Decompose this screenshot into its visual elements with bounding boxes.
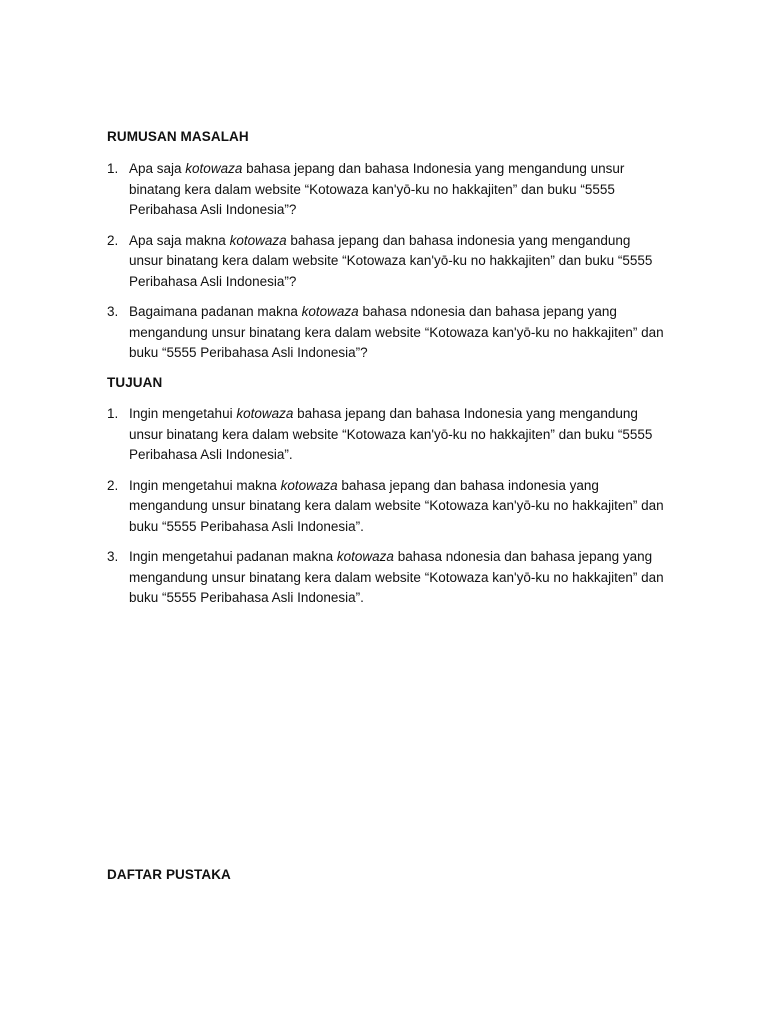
heading-rumusan-masalah: RUMUSAN MASALAH	[107, 129, 249, 144]
list-number: 2.	[107, 232, 119, 248]
list-text: Ingin mengetahui makna kotowaza bahasa jepang dan bahasa indonesia yang mengandung unsur binatang kera dalam website “Kotowaza kan'yō-ku no hakkajiten” dan buku “5555 Peribahasa Asli Indonesia”.	[129, 477, 664, 534]
list-number: 1.	[107, 406, 119, 421]
list-text: Ingin mengetahui kotowaza bahasa jepang dan bahasa Indonesia yang mengandung unsur binatang kera dalam website “Kotowaza kan'yō-ku no hakkajiten” dan buku “5555 Peribahasa Asli Indonesia”.	[129, 406, 653, 462]
list-text: Bagaimana padanan makna kotowaza bahasa ndonesia dan bahasa jepang yang mengandung unsur binatang kera dalam website “Kotowaza kan'yō-ku no hakkajiten” dan buku “5555 Peribahasa Asli Indonesia”?	[129, 304, 664, 360]
heading-daftar-pustaka: DAFTAR PUSTAKA	[107, 867, 231, 882]
tujuan-list	[107, 404, 667, 619]
list-text: Ingin mengetahui padanan makna kotowaza bahasa ndonesia dan bahasa jepang yang mengandung unsur binatang kera dalam website “Kotowaza kan'yō-ku no hakkajiten” dan buku “5555 Peribahasa Asli Indonesia”.	[129, 549, 664, 605]
list-text: Apa saja makna kotowaza bahasa jepang dan bahasa indonesia yang mengandung unsur binatang kera dalam website “Kotowaza kan'yō-ku no hakkajiten” dan buku “5555 Peribahasa Asli Indonesia”?	[129, 232, 653, 289]
list-item	[107, 476, 667, 538]
rumusan-list	[107, 159, 667, 374]
list-number: 2.	[107, 477, 119, 493]
list-item	[107, 547, 667, 609]
list-item	[107, 231, 667, 293]
list-number: 3.	[107, 549, 119, 564]
list-number: 3.	[107, 304, 119, 319]
list-text: Apa saja kotowaza bahasa jepang dan bahasa Indonesia yang mengandung unsur binatang kera dalam website “Kotowaza kan'yō-ku no hakkajiten” dan buku “5555 Peribahasa Asli Indonesia”?	[129, 161, 625, 217]
list-number: 1.	[107, 161, 119, 176]
list-item	[107, 302, 667, 364]
heading-tujuan: TUJUAN	[107, 375, 163, 390]
list-item	[107, 404, 667, 466]
list-item	[107, 159, 667, 221]
